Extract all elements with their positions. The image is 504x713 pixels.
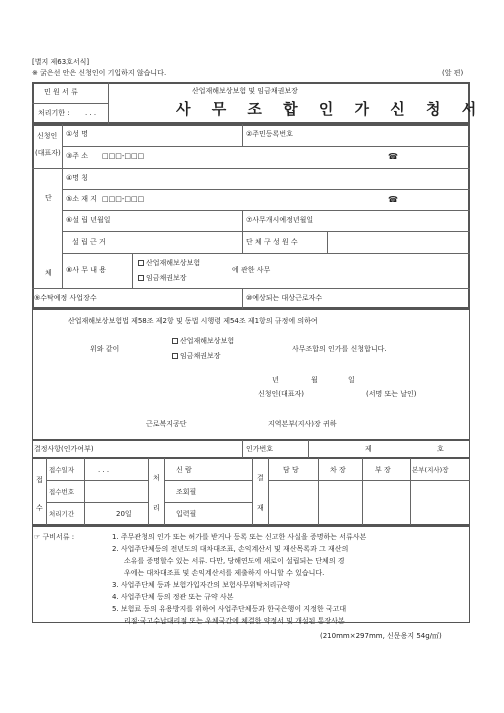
location-postcode[interactable]: □□□-□□□ bbox=[102, 195, 145, 203]
date-month: 월 bbox=[311, 376, 318, 384]
recipient-branch: 지역본부(지사)장 귀하 bbox=[268, 420, 337, 428]
approval-side-2: 재 bbox=[257, 504, 264, 512]
form-number: [별지 제63호서식] bbox=[32, 58, 90, 66]
receipt-date-value: . . . bbox=[98, 466, 110, 474]
process-side-1: 처 bbox=[153, 474, 160, 482]
reg-no-label: ②주민등록번호 bbox=[246, 130, 293, 138]
attachment-item-1: 1. 주무관청의 인가 또는 허가를 받거나 등록 또는 신고한 사실을 증명하는 서류사본 bbox=[112, 533, 367, 541]
page-side: (앞 편) bbox=[442, 69, 464, 77]
process-step-1: 신 람 bbox=[176, 466, 192, 474]
attachment-item-3: 3. 사업주단체 등과 보험가입자간의 보험사무위탁처리규약 bbox=[112, 581, 290, 589]
attachment-item-5: 5. 보험료 등의 유용방지를 위하여 사업주단체등과 한국은행이 지정한 국고대 bbox=[112, 605, 347, 613]
form-note: ※ 굵은선 안은 신청인이 기입하지 않습니다. bbox=[32, 69, 167, 77]
group-name-field[interactable] bbox=[104, 170, 464, 187]
group-side-label-1: 단 bbox=[45, 194, 52, 202]
applicant-sign-label: 신청인(대표자) bbox=[258, 390, 305, 398]
approver-manager: 부 장 bbox=[375, 466, 391, 474]
address-postcode[interactable]: □□□-□□□ bbox=[102, 152, 145, 160]
start-date-label: ⑦사무개시예정년월일 bbox=[246, 216, 314, 224]
sign-or-seal-label: (서명 또는 날인) bbox=[366, 390, 417, 398]
phone-icon: ☎ bbox=[388, 152, 398, 161]
name-label: ①성 명 bbox=[66, 130, 89, 138]
approver-head: 본부(지사)장 bbox=[412, 466, 449, 474]
attachment-item-2: 2. 사업주단체등의 전년도의 대차대조표, 손익계산서 및 재산목록과 그 재산의 bbox=[112, 545, 349, 553]
group-side-label-2: 체 bbox=[45, 269, 52, 277]
form-subtitle: 산업재해보상보험 및 임금채권보장 bbox=[192, 87, 298, 95]
applicant-label: 신청인 bbox=[37, 132, 58, 140]
recipient-org: 근로복지공단 bbox=[146, 420, 187, 428]
business-suffix: 에 관한 사무 bbox=[232, 266, 271, 274]
attachments-label: ☞ 구비서류 : bbox=[34, 533, 75, 541]
date-year: 년 bbox=[272, 376, 279, 384]
expected-workers-label: ⑩예상되는 대상근로자수 bbox=[246, 294, 323, 302]
checkbox-icon bbox=[138, 260, 144, 266]
statement-option-2[interactable]: 임금채권보장 bbox=[172, 353, 221, 360]
date-day: 일 bbox=[348, 376, 355, 384]
checkbox-icon bbox=[138, 275, 144, 281]
process-step-2: 조회필 bbox=[176, 488, 197, 496]
name-field[interactable] bbox=[104, 126, 238, 144]
receipt-side-2: 수 bbox=[36, 504, 43, 512]
process-side-2: 리 bbox=[153, 504, 160, 512]
group-name-label: ④명 칭 bbox=[66, 174, 89, 182]
approver-staff: 담 당 bbox=[283, 466, 299, 474]
reg-no-field[interactable] bbox=[310, 126, 466, 144]
period-label: 처리기간 bbox=[49, 510, 75, 518]
receipt-side-1: 접 bbox=[36, 476, 43, 484]
process-period-value: . . . bbox=[85, 109, 97, 117]
paper-spec: (210mm×297mm, 신문용지 54g/㎡) bbox=[320, 632, 442, 640]
location-label: ⑤소 재 지 bbox=[66, 195, 98, 203]
attachment-item-2-cont-1: 소유를 증명할수 있는 서류. 다만, 당해연도에 새로이 설립되는 단체의 경 bbox=[124, 557, 345, 565]
receipt-date-label: 접수일자 bbox=[49, 466, 75, 474]
attachment-item-5-cont: 리점·국고수납대리점 또는 우체국간에 체결한 약정서 및 개설된 통장사본 bbox=[124, 617, 345, 625]
statement-option-1[interactable]: 산업재해보상보험 bbox=[172, 338, 234, 345]
business-label: ⑧사 무 내 용 bbox=[66, 266, 106, 274]
expected-workplaces-label: ⑨수탁예정 사업장수 bbox=[34, 294, 97, 302]
member-count-label: 단 체 구 성 원 수 bbox=[246, 238, 298, 246]
receipt-no-label: 접수번호 bbox=[49, 488, 75, 496]
approval-no-suffix: 호 bbox=[437, 445, 444, 453]
process-step-3: 입력필 bbox=[176, 510, 197, 518]
est-date-label: ⑥설 립 년월일 bbox=[66, 216, 111, 224]
est-basis-label: 설 립 근 거 bbox=[72, 238, 106, 246]
checkbox-icon bbox=[172, 338, 178, 344]
checkbox-icon bbox=[172, 353, 178, 359]
business-option-2[interactable]: 임금채권보장 bbox=[138, 275, 187, 282]
approval-no-prefix: 제 bbox=[365, 445, 372, 453]
form-title: 사 무 조 합 인 가 신 청 서 bbox=[176, 100, 485, 118]
expected-workplaces-field[interactable] bbox=[130, 290, 238, 307]
period-value: 20일 bbox=[116, 510, 132, 518]
business-option-1[interactable]: 산업재해보상보험 bbox=[138, 260, 200, 267]
statement-line: 산업재해보상보험법 제58조 제2항 및 동법 시행령 제54조 제1항의 규정에 의하여 bbox=[68, 317, 318, 325]
expected-workers-field[interactable] bbox=[352, 290, 464, 307]
approver-deputy: 차 장 bbox=[330, 466, 346, 474]
statement-suffix: 사무조합의 인가를 신청합니다. bbox=[292, 345, 387, 353]
approval-no-label: 인가번호 bbox=[246, 445, 274, 453]
decision-label: 결정사항(인가여부) bbox=[34, 445, 94, 453]
process-period-label: 처리기한 : bbox=[38, 109, 70, 117]
location-phone-icon: ☎ bbox=[388, 195, 398, 204]
attachment-item-4: 4. 사업주단체 등의 정관 또는 규약 사본 bbox=[112, 593, 234, 601]
attachment-item-2-cont-2: 우에는 대차대조표 및 손익계산서를 제출하지 아니할 수 있습니다. bbox=[124, 569, 325, 577]
civil-type-label: 민 원 서 류 bbox=[44, 88, 78, 96]
applicant-rep-label: (대표자) bbox=[35, 149, 61, 157]
approval-side-1: 결 bbox=[257, 474, 264, 482]
statement-above: 위와 같이 bbox=[90, 345, 120, 353]
statement-section bbox=[32, 309, 470, 440]
address-label: ③주 소 bbox=[66, 152, 89, 160]
